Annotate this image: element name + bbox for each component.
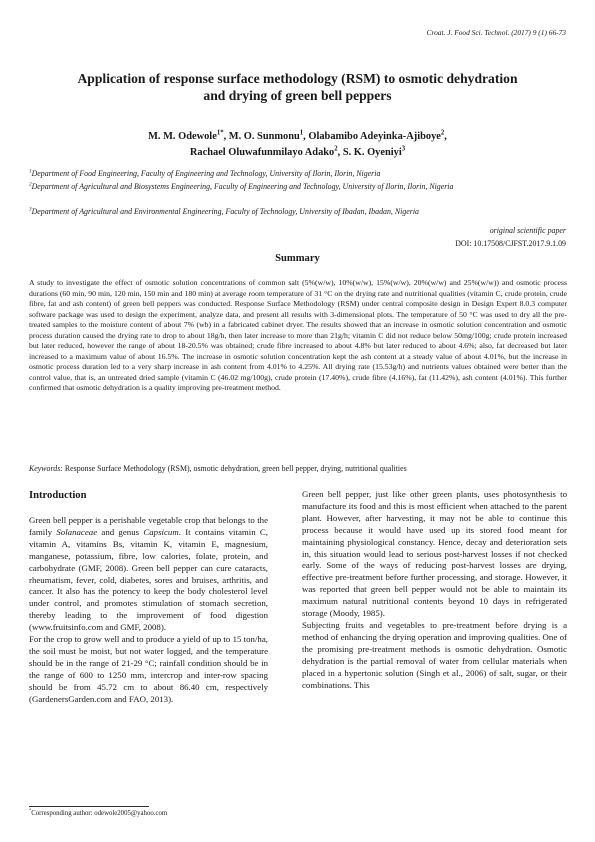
affiliation: $^2$Department of Agricultural and Biosystems Engineering, Faculty of Engineering and Technology, University of Ilorin, Ilorin, Nigeria: [29, 181, 454, 191]
author: Olabamibo Adeyinka-Ajiboye$^2$,: [308, 129, 447, 142]
paragraph: Green bell pepper, just like other green plants, uses photosynthesis to manufacture its food and this is most efficient when attached to the parent plant. However, after harvesting, it may not be able to continue this process because it would have used up its stored food meant for maintaining physiological constancy. Hence, decay and deterioration sets in, this situation would lead to serious post-harvest losses if not checked early. Some of the ways of reducing post-harvest losses are drying, effective pre-treatment before further processing, and storage. However, it was reported that green bell pepper would not be able to maintain its maximum natural nutritional contents beyond 10 days in refrigerated storage (Moody, 1985).: [302, 489, 567, 619]
author: S. K. Oyeniyi$^3$: [342, 145, 406, 158]
left-column: [29, 489, 268, 706]
author: M. O. Sunmonu$^1$,: [228, 129, 309, 142]
author: Rachael Oluwafunmilayo Adako$^2$,: [189, 145, 343, 158]
summary-heading: Summary: [275, 253, 320, 264]
title-line-1: Application of response surface methodology (RSM) to osmotic dehydration: [77, 71, 518, 86]
affiliation: $^3$Department of Agricultural and Environmental Engineering, Faculty of Technology, University of Ibadan, Ibadan, Nigeria: [29, 206, 419, 216]
author: M. M. Odewole$^{1*}$,: [148, 129, 229, 142]
right-column: [302, 489, 567, 691]
footnote: *Corresponding author: odewole2005@yahoo.com: [29, 807, 168, 817]
title-line-2: and drying of green bell peppers: [203, 88, 392, 103]
keywords-label: Keywords:: [29, 464, 63, 473]
paragraph: Green bell pepper is a perishable vegetable crop that belongs to the family Solanaceae and genus Capsicum. It contains vitamin C, vitamin A, vitamins Bs, vitamin K, vitamin E, magnesium, manganese, potassium, fibre, low calories, folate, protein, and carbohydrate (GMF, 2008). Green bell pepper can cure cataracts, rheumatism, fever, cold, diabetes, sores and bruises, arthritis, and cancer. It also has the potency to keep the body cholesterol level under control, and promotes stimulation of stomach secretion, thereby leading to the improvement of food digestion (www.fruitsinfo.com and GMF, 2008).: [29, 515, 269, 633]
introduction-heading: Introduction: [29, 490, 87, 501]
paper-type: original scientific paper: [489, 226, 566, 235]
paper-title: [40, 70, 555, 104]
abstract-text: A study to investigate the effect of osmotic solution concentrations of common salt (5%(w/w), 10%(w/w), 15%(w/w), 20%(w/w) and 25%(w/w)) and osmotic process durations (60 min, 90 min, 120 min, 150 min and 180 min) at average room temperature of 31 °C on the drying rate and nutritional qualities (vitamin C, crude protein, crude fibre, fat and ash content) of green bell peppers was conducted. Response Surface Methodology (RSM) under central composite design in Design Expert 8.0.3 computer software package was used to design the experiment, analyze data, and present all results with 3-dimensional plots. The temperature of 50 °C was used to dry all the pre-treated samples to the moisture content of about 7% (wb) in a fabricated cabinet dryer. The results showed that an increase in osmotic solution concentration and osmotic process duration caused the drying rate to drop to about 18g/h, then later increase to more than 21g/h; vitamin C did not reduce below 50mg/100g; crude protein increased but later reduced, however the range of about 18-20.5% was obtained; crude fibre increased to about 4.8% but later reduced to about 4.6%; also, fat decreased but later increased to a maximum value of about 16.5%. The increase in osmotic solution concentration kept the ash content at a steady value of about 4.01%, but the increase in osmotic process duration led to a very sharp increase in ash content from 4.01% to 4.25%. All drying rate (15.53g/h) and nutrients values obtained were better than the control value, that is, an untreated dried sample (vitamin C (46.02 mg/100g), crude protein (17.40%), crude fibre (4.16%), fat (11.42%), ash content (4.01%). This further confirmed that osmotic dehydration is a quality improving pre-treatment method.: [29, 278, 567, 393]
keywords: [29, 463, 567, 474]
keywords-text: Response Surface Methodology (RSM), osmotic dehydration, green bell pepper, drying, nutritional qualities: [64, 464, 407, 473]
doi: DOI: 10.17508/CJFST.2017.9.1.09: [455, 239, 566, 248]
journal-reference: Croat. J. Food Sci. Technol. (2017) 9 (1) 66-73: [426, 28, 566, 37]
footnote-divider: [29, 806, 149, 807]
paragraph: For the crop to grow well and to produce a yield of up to 15 ton/ha, the soil must be moist, but not water logged, and the temperature should be in the range of 21-29 °C; rainfall condition should be in the range of 600 to 1250 mm, intercrop and inter-row spacing should be from 45.72 cm to about 86.40 cm, respectively (GardenersGarden.com and FAO, 2013).: [29, 634, 268, 704]
author-list: [40, 129, 555, 160]
affiliation: $^1$Department of Food Engineering, Faculty of Engineering and Technology, University of Ilorin, Ilorin, Nigeria: [29, 168, 381, 178]
paragraph: Subjecting fruits and vegetables to pre-treatment before drying is a method of enhancing the drying operation and improving qualities. One of the promising pre-treatment methods is osmotic dehydration. Osmotic dehydration is the partial removal of water from cellular materials when placed in a hypertonic solution (Singh et al., 2006) of salt, sugar, or their combinations. This: [302, 619, 567, 690]
